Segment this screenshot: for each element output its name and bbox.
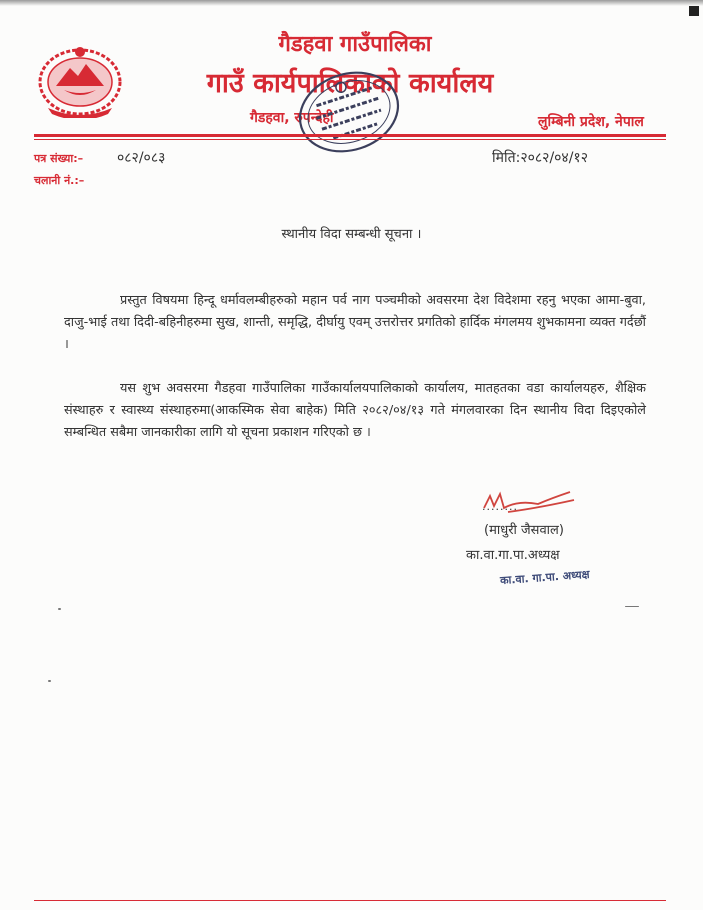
letter-date: मिति:२०८२/०४/१२ [492, 150, 588, 166]
dispatch-number-label: चलानी नं.:– [34, 174, 85, 187]
scan-corner-mark [689, 6, 699, 16]
signature-dots: ........ [482, 500, 518, 513]
office-title: गाउँ कार्यपालिकाको कार्यालय [206, 68, 494, 99]
nepal-emblem-logo [34, 38, 126, 118]
body-paragraph-2: यस शुभ अवसरमा गैडहवा गाउँपालिका गाउँकार्यालयपालिकाको कार्यालय, मातहतका वडा कार्यालयहरु, शैक्षिक संस्थाहरु र स्वास्थ्य संस्थाहरुमा(आकस्मिक सेवा बाहेक) मिति २०८२/०४/१३ गते मंगलवारका दिन स्थानीय विदा दिइएकोले सम्बन्धित सबैमा जानकारीका लागि यो सूचना प्रकाशन गरिएको छ । [64, 381, 646, 440]
office-name: गैडहवा गाउँपालिका [278, 32, 432, 57]
scan-speck [58, 608, 61, 610]
header-rule-thick [34, 134, 666, 137]
signatory-title: का.वा.गा.पा.अध्यक्ष [466, 548, 560, 563]
province-address: लुम्बिनी प्रदेश, नेपाल [538, 114, 644, 130]
scan-edge-shadow [0, 0, 703, 6]
scan-speck [625, 606, 639, 607]
office-address: गैडहवा, रुपन्देही [250, 110, 334, 126]
notice-subject: स्थानीय विदा सम्बन्धी सूचना । [281, 227, 422, 242]
scan-speck [48, 680, 51, 682]
official-seal-stamp [290, 66, 408, 158]
letter-number-value: ०८२/०८३ [117, 150, 166, 166]
body-paragraph-1: प्रस्तुत विषयमा हिन्दू धर्मावलम्बीहरुको महान पर्व नाग पञ्चमीको अवसरमा देश विदेशमा रहनु भएका आमा-बुवा, दाजु-भाई तथा दिदी-बहिनीहरुमा सुख, शान्ती, समृद्धि, दीर्घायु एवम् उत्तरोत्तर प्रगतिको हार्दिक मंगलमय शुभकामना व्यक्त गर्दछौं । [64, 293, 646, 352]
header-rule-thin [34, 139, 666, 140]
signatory-name: (माधुरी जैसवाल) [484, 523, 564, 538]
footer-rule [34, 900, 666, 901]
designation-stamp: का.वा. गा.पा. अध्यक्ष [499, 567, 590, 588]
letter-number-label: पत्र संख्या:– [34, 152, 84, 165]
